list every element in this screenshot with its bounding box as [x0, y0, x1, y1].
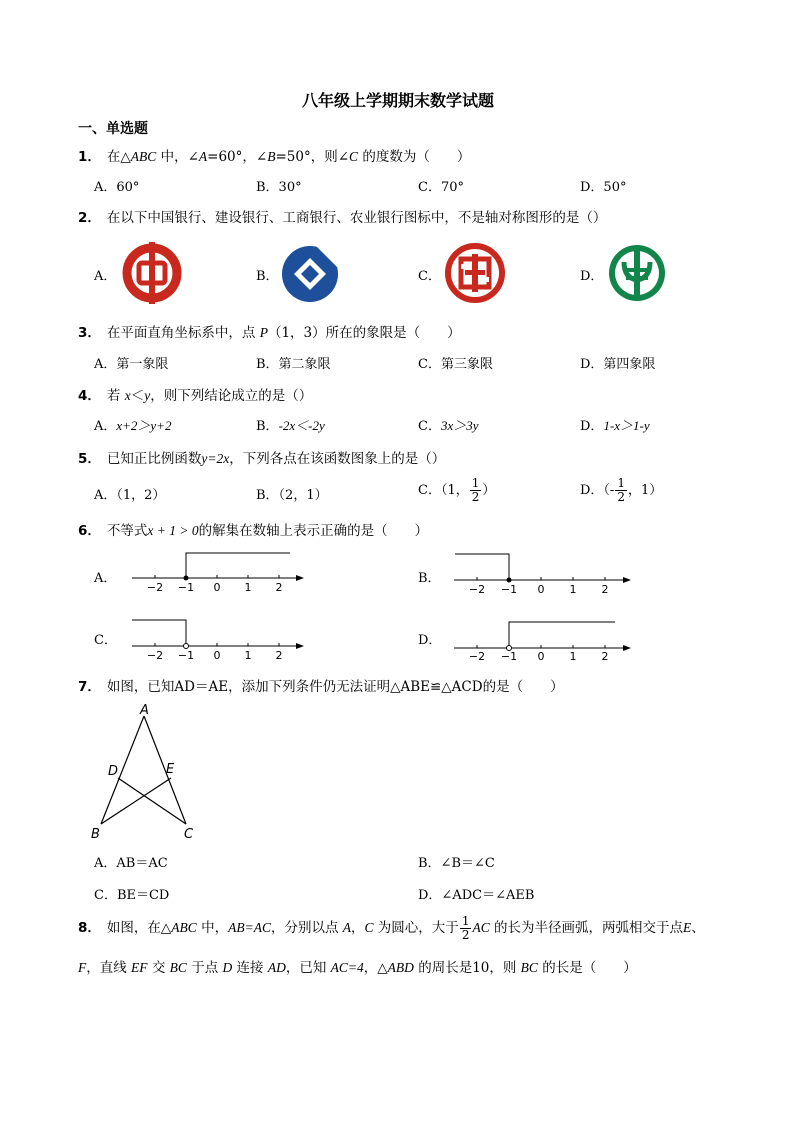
question-text: 的长是（ ） — [537, 960, 637, 976]
question-text: 不等式 — [106, 523, 148, 539]
question-text: 为圆心，大于 — [373, 920, 459, 936]
tick-label: 1 — [244, 649, 252, 662]
question-text: 如图，在△ — [106, 920, 172, 936]
math-var: BC — [520, 960, 538, 975]
tick-label: −2 — [468, 583, 486, 594]
question-text: 交 — [147, 960, 170, 976]
number-line-a — [128, 548, 308, 594]
agricultural-bank-logo-icon — [606, 242, 668, 304]
option-expression: 1-x＞1-y — [603, 418, 650, 433]
question-text: ，直线 — [86, 960, 132, 976]
math-var: C — [364, 920, 374, 935]
option-c: C．第三象限 — [418, 357, 493, 372]
question-4 — [78, 384, 312, 404]
question-text: 中，∠ — [156, 149, 199, 165]
question-number: 5． — [78, 451, 101, 467]
math-symbol: ＜ — [130, 388, 145, 404]
question-text: =50°，则∠ — [275, 149, 350, 165]
math-var: EF — [131, 960, 148, 975]
option-b: B． — [256, 269, 279, 284]
math-var: x — [124, 388, 131, 403]
tick-label: 0 — [213, 649, 221, 662]
math-var: A — [342, 920, 351, 935]
tick-label: −1 — [177, 581, 195, 594]
option-b: B． — [418, 571, 441, 586]
option-d: D． — [580, 269, 604, 284]
question-text: 的周长是10，则 — [413, 960, 521, 976]
option-label: D． — [580, 419, 604, 434]
question-text: 的长为半径画弧，两弧相交于点 — [489, 920, 684, 936]
fraction-numerator: 1 — [461, 914, 470, 928]
page-title: 八年级上学期期末数学试题 — [302, 91, 495, 110]
tick-label: 2 — [275, 649, 283, 662]
option-c: C．BE＝CD — [94, 888, 170, 903]
math-var: P — [259, 325, 268, 340]
question-text: ，已知 — [285, 960, 331, 976]
tick-label: −1 — [177, 649, 195, 662]
option-a: A．AB＝AC — [94, 856, 168, 871]
tick-label: 0 — [537, 650, 545, 662]
question-text: 的度数为（ ） — [358, 149, 471, 165]
option-c: C．70° — [418, 180, 464, 195]
math-expression: y=2x — [201, 451, 230, 466]
question-number: 4． — [78, 388, 101, 404]
option-a: A．（1，2） — [94, 488, 166, 503]
number-line-d — [450, 614, 635, 662]
question-8-line-1 — [78, 910, 705, 946]
question-text: 在△ — [106, 149, 131, 165]
option-d: D．∠ADC＝∠AEB — [418, 888, 535, 903]
question-text: 于点 — [186, 960, 223, 976]
point-label: C — [184, 827, 194, 842]
question-text: 若 — [106, 388, 125, 404]
option-d — [580, 415, 650, 434]
option-a: A．第一象限 — [94, 357, 169, 372]
option-expression: 3x＞3y — [440, 418, 479, 433]
fraction-denominator: 2 — [471, 490, 480, 504]
question-text: ，则下列结论成立的是（） — [150, 388, 313, 404]
option-a — [94, 415, 171, 434]
math-var: BC — [169, 960, 187, 975]
tick-label: 2 — [275, 581, 283, 594]
question-text: ， — [351, 920, 365, 936]
question-text: 已知正比例函数 — [106, 451, 202, 467]
question-text: 在平面直角坐标系中，点 — [106, 325, 260, 341]
question-number: 2． — [78, 210, 101, 226]
option-b — [256, 415, 325, 434]
question-text: ，分别以点 — [270, 920, 343, 936]
section-heading: 一、单选题 — [78, 121, 148, 137]
option-c — [418, 474, 495, 508]
question-3 — [78, 321, 461, 341]
math-var: A — [198, 149, 208, 164]
option-text: C．（1， — [418, 483, 469, 498]
option-b: B．（2，1） — [256, 488, 328, 503]
option-label: B． — [256, 419, 279, 434]
option-text: ） — [482, 483, 496, 498]
option-expression: -2x＜-2y — [278, 418, 325, 433]
icbc-logo-icon — [444, 242, 506, 304]
math-var: y — [144, 388, 151, 403]
tick-label: 2 — [601, 650, 609, 662]
tick-label: 1 — [569, 583, 577, 594]
option-b: B．30° — [256, 180, 302, 195]
question-text: 如图，已知AD＝AE，添加下列条件仍无法证明△ABE≌△ACD的是（ ） — [106, 679, 564, 695]
option-a: A．60° — [94, 180, 140, 195]
tick-label: 0 — [213, 581, 221, 594]
option-c: C． — [94, 633, 117, 648]
option-text: D．（- — [580, 483, 615, 498]
fraction — [470, 477, 482, 504]
construction-bank-logo-icon — [280, 244, 340, 304]
tick-label: −2 — [146, 649, 164, 662]
bank-of-china-logo-icon — [120, 242, 184, 304]
math-var: B — [267, 149, 276, 164]
tick-label: 1 — [569, 650, 577, 662]
math-var: D — [222, 960, 233, 975]
tick-label: 1 — [244, 581, 252, 594]
math-var: ABC — [130, 149, 157, 164]
math-var: E — [683, 920, 692, 935]
fraction — [460, 915, 472, 942]
option-c — [418, 415, 479, 434]
question-number: 7． — [78, 679, 101, 695]
fraction-denominator: 2 — [461, 928, 470, 942]
question-text: ，△ — [363, 960, 388, 976]
question-text: 在以下中国银行、建设银行、工商银行、农业银行图标中，不是轴对称图形的是（） — [106, 210, 607, 226]
option-b: B．第二象限 — [256, 357, 331, 372]
math-var: F — [78, 960, 87, 975]
question-7 — [78, 675, 564, 695]
point-label: D — [108, 764, 119, 779]
point-label: B — [91, 827, 100, 842]
math-expression: x + 1 > 0 — [147, 523, 199, 538]
fraction-denominator: 2 — [617, 490, 625, 504]
option-d: D．第四象限 — [580, 357, 656, 372]
number-line-c — [128, 614, 308, 662]
question-2 — [78, 206, 606, 226]
option-b: B．∠B＝∠C — [418, 856, 495, 871]
tick-label: −2 — [468, 650, 486, 662]
question-number: 3． — [78, 325, 101, 341]
question-1 — [78, 145, 470, 165]
option-text: ，1） — [627, 483, 663, 498]
question-text: 中， — [196, 920, 229, 936]
math-var: ABC — [171, 920, 197, 935]
triangle-figure — [88, 700, 200, 846]
option-a: A． — [94, 571, 117, 586]
option-label: A． — [94, 419, 117, 434]
fraction — [615, 477, 627, 504]
tick-label: −1 — [500, 650, 518, 662]
number-line-b — [450, 548, 635, 594]
question-number: 8． — [78, 920, 101, 936]
tick-label: 2 — [601, 583, 609, 594]
fraction-numerator: 1 — [617, 476, 625, 490]
option-d: D． — [418, 633, 442, 648]
option-d — [580, 474, 662, 508]
question-text: （1，3）所在的象限是（ ） — [267, 325, 461, 341]
question-text: =60°，∠ — [207, 149, 268, 165]
math-expression: AC=4 — [330, 960, 364, 975]
question-8-line-2 — [78, 956, 637, 976]
point-label: A — [140, 703, 149, 718]
option-expression: x+2＞y+2 — [116, 418, 172, 433]
question-text: ，下列各点在该函数图象上的是（） — [229, 451, 446, 467]
option-c: C． — [418, 269, 441, 284]
question-number: 6． — [78, 523, 101, 539]
option-label: C． — [418, 419, 441, 434]
tick-label: 0 — [537, 583, 545, 594]
math-var: ABD — [387, 960, 414, 975]
question-text: 连接 — [232, 960, 268, 976]
point-label: E — [166, 762, 175, 777]
tick-label: −1 — [500, 583, 518, 594]
math-var: AD — [267, 960, 286, 975]
question-text: 的解集在数轴上表示正确的是（ ） — [198, 523, 429, 539]
option-d: D．50° — [580, 180, 627, 195]
question-6 — [78, 519, 428, 539]
question-text: 、 — [691, 920, 705, 936]
fraction-numerator: 1 — [471, 476, 480, 490]
question-number: 1． — [78, 149, 101, 165]
math-expression: AB=AC — [228, 920, 271, 935]
question-5 — [78, 447, 445, 467]
math-var: AC — [472, 920, 490, 935]
option-a: A． — [94, 269, 117, 284]
tick-label: −2 — [146, 581, 164, 594]
math-var: C — [349, 149, 359, 164]
